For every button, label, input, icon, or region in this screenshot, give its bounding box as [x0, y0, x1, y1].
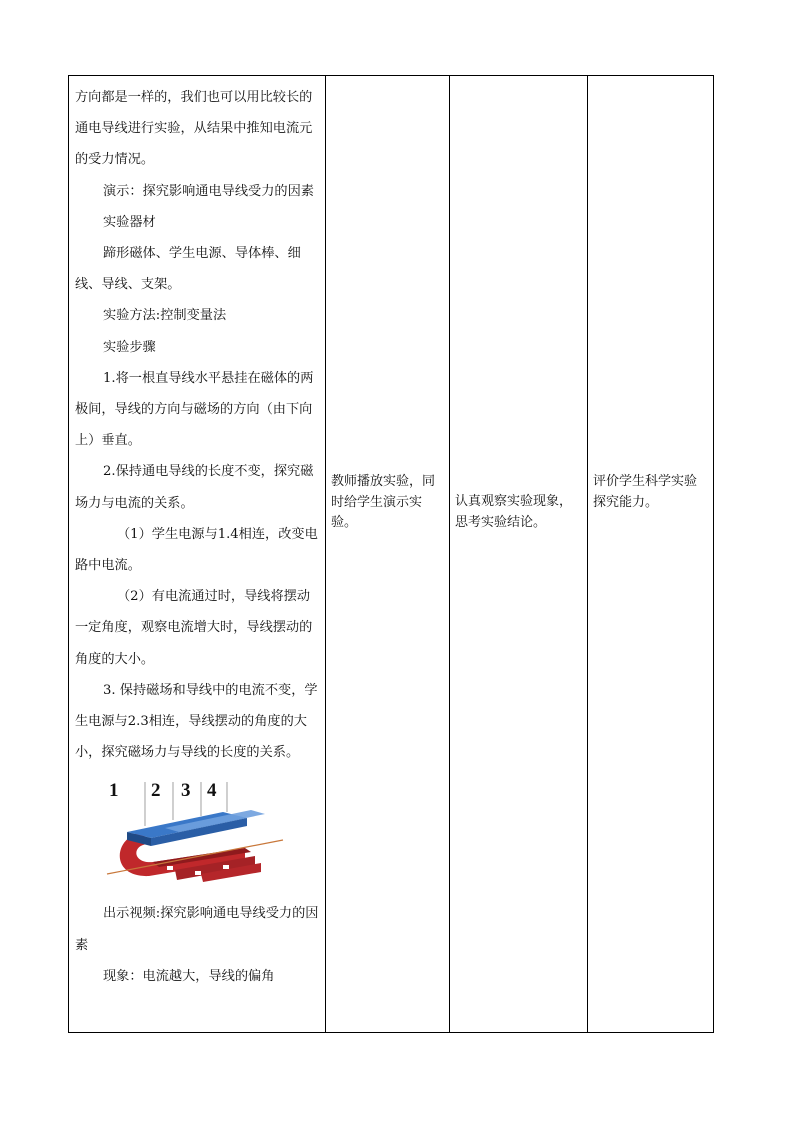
- steps-heading: 实验步骤: [103, 339, 156, 355]
- equipment-heading: 实验器材: [103, 214, 156, 230]
- figure-label-1: 1: [109, 780, 119, 802]
- column-divider: [325, 76, 326, 1032]
- figure-label-3: 3: [181, 780, 191, 802]
- teaching-content-cell: [75, 82, 321, 992]
- student-activity-cell: 认真观察实验现象，思考实验结论。: [455, 494, 573, 530]
- magnet-experiment-figure: [105, 774, 285, 886]
- figure-label-4: 4: [207, 780, 217, 802]
- content-paragraph: 方向都是一样的，我们也可以用比较长的通电导线进行实验，从结果中推知电流元的受力情况。: [75, 90, 313, 168]
- step-2-sub-2: （2）有电流通过时，导线将摆动一定角度，观察电流增大时，导线摆动的角度的大小。: [75, 589, 313, 667]
- method-text: 实验方法:控制变量法: [103, 308, 227, 324]
- step-3: 3. 保持磁场和导线中的电流不变，学生电源与2.3相连，导线摆动的角度的大小，探究磁场力与导线的长度的关系。: [75, 682, 318, 761]
- blue-pole-bars: [127, 810, 265, 846]
- video-text: 出示视频:探究影响通电导线受力的因素: [75, 906, 319, 953]
- phenomenon-text: 现象：电流越大，导线的偏角: [103, 968, 275, 984]
- figure-label-2: 2: [151, 780, 161, 802]
- equipment-list: 蹄形磁体、学生电源、导体棒、细线、导线、支架。: [75, 246, 301, 293]
- teacher-activity-cell: 教师播放实验，同时给学生演示实验。: [331, 474, 436, 530]
- design-intent-cell: 评价学生科学实验探究能力。: [593, 474, 698, 510]
- step-2: 2.保持通电导线的长度不变，探究磁场力与电流的关系。: [75, 464, 314, 511]
- lesson-plan-table: [68, 75, 714, 1033]
- demo-title: 演示：探究影响通电导线受力的因素: [103, 183, 314, 199]
- column-divider: [449, 76, 450, 1032]
- step-1: 1.将一根直导线水平悬挂在磁体的两极间，导线的方向与磁场的方向（由下向上）垂直。: [75, 370, 314, 449]
- column-divider: [587, 76, 588, 1032]
- step-2-sub-1: （1）学生电源与1.4相连，改变电路中电流。: [75, 526, 318, 574]
